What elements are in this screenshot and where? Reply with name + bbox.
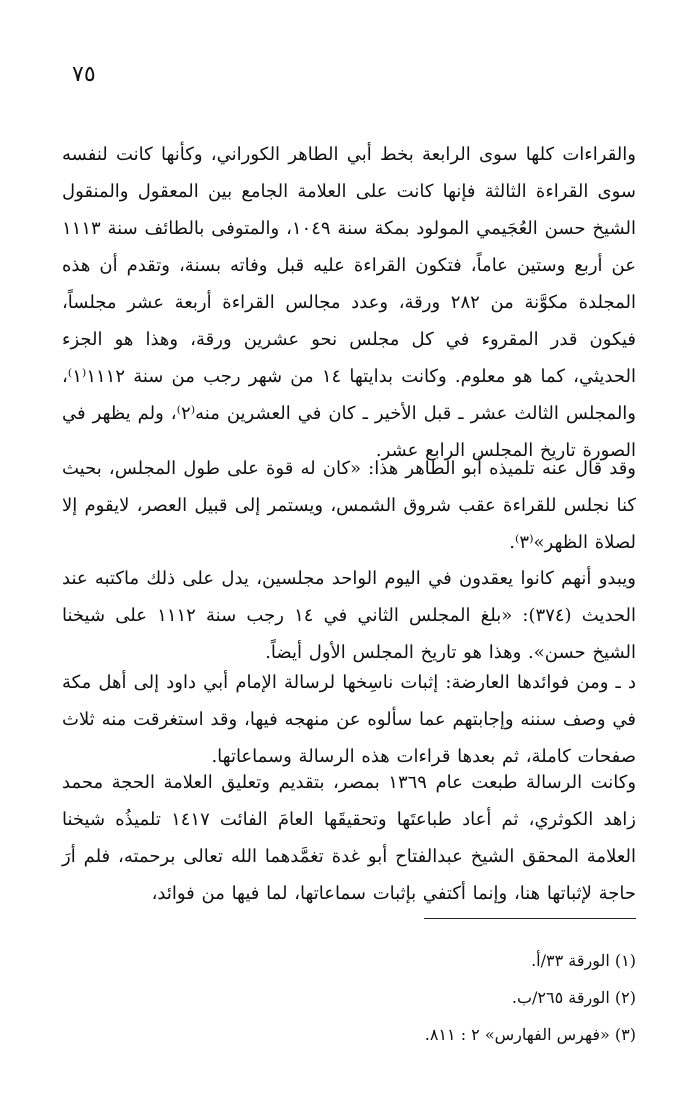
body-paragraph: وكانت الرسالة طبعت عام ١٣٦٩ بمصر، بتقديم وتعليق العلامة الحجة محمد زاهد الكوثري، ثم أعاد طباعتَها وتحقيقَها العامَ الفائت ١٤١٧ تلميذُه شيخنا العلامة المحقق الشيخ عبدالفتاح أبو غدة تغمَّدهما الله تعالى برحمته، فلم أرَ حاجة لإثباتها هنا، وإنما أكتفي بإثبات سماعاتها، لما فيها من فوائد، bbox=[62, 772, 637, 904]
footnote: (٢) الورقة ٢٦٥/ب. bbox=[511, 988, 636, 1007]
footnote: (٣) «فهرس الفهارس» ٢ : ٨١١. bbox=[424, 1025, 636, 1044]
footnote: (١) الورقة ٣٣/أ. bbox=[531, 951, 636, 970]
body-paragraph: والقراءات كلها سوى الرابعة بخط أبي الطاهر الكوراني، وكأنها كانت لنفسه سوى القراءة الثالثة فإنها كانت على العلامة الجامع بين المعقول والمنقول الشيخ حسن العُجَيمي المولود بمكة سنة ١٠٤٩، والمتوفى بالطائف سنة ١١١٣ عن أربع وستين عاماً، فتكون القراءة عليه قبل وفاته بسنة، وتقدم أن هذه المجلدة مكوَّنة من ٢٨٢ ورقة، وعدد مجالس القراءة أربعة عشر مجلساً، فيكون قدر المقروء في كل مجلس نحو عشرين ورقة، وهذا هو الجزء الحديثي، كما هو معلوم. وكانت بدايتها ١٤ من شهر رجب من سنة ١١١٢⁽١⁾، والمجلس الثالث عشر ـ قبل الأخير ـ كان في العشرين منه⁽٢⁾، ولم يظهر في الصورة تاريخ المجلس الرابع عشر. bbox=[62, 144, 636, 461]
body-paragraph: ويبدو أنهم كانوا يعقدون في اليوم الواحد مجلسين، يدل على ذلك ماكتبه عند الحديث (٣٧٤): «بلغ المجلس الثاني في ١٤ رجب سنة ١١١٢ على شيخنا الشيخ حسن». وهذا هو تاريخ المجلس الأول أيضاً. bbox=[62, 568, 637, 663]
body-paragraph: وقد قال عنه تلميذه أبو الطاهر هذا: «كان له قوة على طول المجلس، بحيث كنا نجلس للقراءة عقب شروق الشمس، ويستمر إلى قبيل العصر، لايقوم إلا لصلاة الظهر»⁽٣⁾. bbox=[62, 458, 636, 553]
page-number: ٧٥ bbox=[72, 62, 96, 87]
footnotes bbox=[62, 942, 636, 1053]
footnote-separator bbox=[424, 918, 636, 919]
body-paragraph: د ـ ومن فوائدها العارضة: إثبات ناسِخها لرسالة الإمام أبي داود إلى أهل مكة في وصف سننه وإجابتهم عما سألوه عن منهجه فيها، وقد استغرقت منه ثلاث صفحات كاملة، ثم بعدها قراءات هذه الرسالة وسماعاتها. bbox=[62, 672, 636, 767]
